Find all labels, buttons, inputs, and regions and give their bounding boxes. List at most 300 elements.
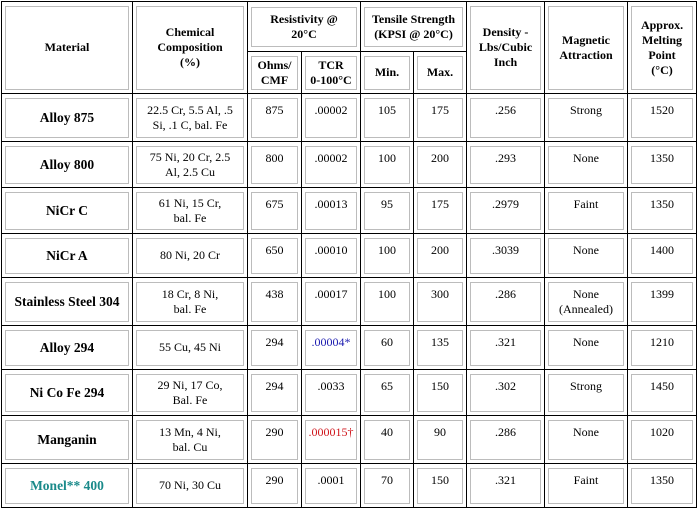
cell-text: 290 (265, 472, 284, 487)
cell-text: Strong (570, 102, 603, 117)
ohms-cmf-cell-content (251, 330, 298, 366)
alloy-properties-table (1, 1, 697, 508)
melting-point-cell (628, 464, 697, 508)
cell-text: 100 (378, 286, 396, 301)
ohms-cmf-cell-content (251, 146, 298, 184)
material-cell-content (5, 374, 129, 412)
tcr-cell-content (305, 146, 357, 184)
header-magnetic-attraction (545, 2, 628, 94)
cell-text: 800 (265, 150, 284, 165)
tensile-max-cell (414, 188, 467, 234)
composition-cell-content (136, 238, 244, 274)
header-min-label: Min. (364, 56, 410, 90)
cell-text: 1350 (650, 472, 675, 487)
cell-text: Manganin (37, 431, 97, 447)
table-row (2, 370, 697, 416)
cell-text: 175 (431, 196, 449, 211)
material-cell (2, 416, 133, 464)
header-line: (°C) (651, 62, 673, 77)
melting-point-cell (628, 234, 697, 278)
cell-text: 22.5 Cr, 5.5 Al, .5 (147, 102, 233, 117)
tcr-cell (302, 416, 361, 464)
tcr-cell (302, 326, 361, 370)
table-row (2, 188, 697, 234)
header-line: Density - (482, 25, 529, 39)
cell-text: .2979 (492, 196, 520, 211)
cell-text: 13 Mn, 4 Ni, (159, 424, 221, 439)
cell-text: 1520 (650, 102, 675, 117)
composition-cell (133, 234, 248, 278)
magnetic-attraction-cell (545, 278, 628, 326)
table-body (2, 94, 697, 508)
tensile-min-cell (361, 278, 414, 326)
tensile-min-cell-content (364, 374, 410, 412)
composition-cell-content (136, 98, 244, 138)
magnetic-attraction-cell-content (548, 374, 624, 412)
cell-text: 135 (431, 334, 449, 349)
density-cell (467, 326, 545, 370)
magnetic-attraction-cell (545, 464, 628, 508)
magnetic-attraction-cell-content (548, 282, 624, 322)
table-row (2, 326, 697, 370)
melting-point-cell (628, 326, 697, 370)
header-ohms-cmf (248, 52, 302, 94)
composition-cell (133, 142, 248, 188)
table-row (2, 142, 697, 188)
cell-text: Bal. Fe (172, 392, 208, 407)
header-resistivity-label (251, 7, 357, 47)
cell-text: 300 (431, 286, 449, 301)
tcr-cell (302, 188, 361, 234)
tensile-min-cell (361, 370, 414, 416)
table-row (2, 234, 697, 278)
cell-text: 150 (431, 472, 449, 487)
ohms-cmf-cell-content (251, 192, 298, 230)
composition-cell-content (136, 282, 244, 322)
cell-text: 95 (381, 196, 393, 211)
tcr-cell (302, 94, 361, 142)
tensile-max-cell-content (417, 192, 463, 230)
header-line: (KPSI @ 20°C) (374, 26, 453, 41)
cell-text: 61 Ni, 15 Cr, (158, 195, 222, 210)
cell-text: 40 (381, 424, 393, 439)
tcr-cell-content (305, 98, 357, 138)
tcr-cell-content (305, 330, 357, 366)
composition-cell (133, 416, 248, 464)
cell-text: Alloy 294 (39, 339, 95, 355)
tensile-min-cell-content (364, 192, 410, 230)
ohms-cmf-cell-content (251, 282, 298, 322)
melting-point-cell-content (631, 238, 693, 274)
magnetic-attraction-cell (545, 416, 628, 464)
cell-text: Stainless Steel 304 (14, 293, 120, 309)
header-line: Chemical (165, 25, 215, 39)
tensile-max-cell-content (417, 420, 463, 460)
tensile-max-cell (414, 464, 467, 508)
header-line: Tensile Strength (372, 11, 456, 26)
melting-point-cell (628, 370, 697, 416)
composition-cell-content (136, 330, 244, 366)
cell-text: Strong (570, 378, 603, 393)
cell-text: 294 (265, 378, 284, 393)
composition-cell-content (136, 468, 244, 504)
cell-text: Alloy 800 (39, 156, 95, 172)
magnetic-attraction-cell-content (548, 192, 624, 230)
cell-text: Alloy 875 (39, 109, 95, 125)
material-cell-content (5, 146, 129, 184)
cell-text: (Annealed) (559, 301, 613, 316)
cell-text: .286 (495, 424, 517, 439)
tcr-cell (302, 464, 361, 508)
magnetic-attraction-cell (545, 326, 628, 370)
density-cell (467, 142, 545, 188)
melting-point-cell-content (631, 374, 693, 412)
cell-text: .321 (495, 334, 517, 349)
tensile-min-cell (361, 188, 414, 234)
cell-text: 175 (431, 102, 449, 117)
cell-text: 150 (431, 378, 449, 393)
header-line: Attraction (559, 47, 613, 62)
tensile-max-cell-content (417, 374, 463, 412)
cell-text: 1020 (650, 424, 675, 439)
cell-text: 875 (265, 102, 284, 117)
header-line: 20°C (291, 26, 317, 41)
magnetic-attraction-cell-content (548, 420, 624, 460)
cell-text: 80 Ni, 20 Cr (160, 248, 220, 262)
ohms-cmf-cell (248, 94, 302, 142)
composition-cell-content (136, 146, 244, 184)
magnetic-attraction-cell (545, 370, 628, 416)
material-cell-content (5, 330, 129, 366)
header-resistivity (248, 2, 361, 52)
cell-text: 65 (381, 378, 393, 393)
cell-text: Monel** 400 (30, 477, 104, 493)
header-line: Point (648, 47, 676, 62)
composition-cell (133, 278, 248, 326)
cell-text: 1350 (650, 150, 675, 165)
table-row (2, 278, 697, 326)
header-min (361, 52, 414, 94)
header-tcr-label (305, 56, 357, 90)
ohms-cmf-cell (248, 370, 302, 416)
magnetic-attraction-cell (545, 234, 628, 278)
melting-point-cell-content (631, 146, 693, 184)
ohms-cmf-cell-content (251, 238, 298, 274)
cell-text: bal. Fe (173, 210, 207, 225)
tcr-cell (302, 142, 361, 188)
cell-text: 18 Cr, 8 Ni, (161, 286, 219, 301)
cell-text: 675 (265, 196, 284, 211)
tensile-min-cell (361, 94, 414, 142)
tensile-max-cell-content (417, 282, 463, 322)
tcr-cell (302, 370, 361, 416)
composition-cell (133, 370, 248, 416)
cell-text: Si, .1 C, bal. Fe (152, 117, 228, 132)
material-cell (2, 94, 133, 142)
cell-text: bal. Fe (173, 301, 207, 316)
tcr-cell-content (305, 374, 357, 412)
header-tcr (302, 52, 361, 94)
tensile-min-cell-content (364, 98, 410, 138)
tensile-max-cell-content (417, 98, 463, 138)
tensile-max-cell-content (417, 238, 463, 274)
tensile-min-cell-content (364, 420, 410, 460)
header-line: Melting (642, 32, 683, 47)
cell-text: 60 (381, 334, 393, 349)
tensile-max-cell (414, 326, 467, 370)
cell-text: .00010 (314, 242, 348, 257)
density-cell (467, 278, 545, 326)
tensile-min-cell (361, 234, 414, 278)
cell-text: 294 (265, 334, 284, 349)
ohms-cmf-cell-content (251, 374, 298, 412)
density-cell-content (470, 420, 541, 460)
header-line: Composition (157, 40, 223, 54)
composition-cell-content (136, 192, 244, 230)
cell-text: Ni Co Fe 294 (29, 384, 105, 400)
tensile-max-cell (414, 94, 467, 142)
cell-text: Al, 2.5 Cu (164, 164, 215, 179)
cell-text: 650 (265, 242, 284, 257)
tensile-max-cell-content (417, 468, 463, 504)
cell-text: .3039 (492, 242, 520, 257)
cell-text: NiCr C (45, 202, 89, 218)
magnetic-attraction-cell-content (548, 146, 624, 184)
density-cell (467, 416, 545, 464)
header-melting-point (628, 2, 697, 94)
density-cell-content (470, 192, 541, 230)
melting-point-cell (628, 142, 697, 188)
density-cell (467, 464, 545, 508)
magnetic-attraction-cell-content (548, 238, 624, 274)
material-cell-content (5, 98, 129, 138)
material-cell-content (5, 192, 129, 230)
melting-point-cell-content (631, 282, 693, 322)
magnetic-attraction-cell-content (548, 468, 624, 504)
header-line: TCR (318, 57, 344, 72)
cell-text: None (573, 242, 600, 257)
material-cell-content (5, 468, 129, 504)
cell-text: 1399 (650, 286, 675, 301)
header-line: Lbs/Cubic (478, 40, 533, 54)
tensile-min-cell-content (364, 468, 410, 504)
cell-text: 55 Cu, 45 Ni (158, 340, 221, 354)
composition-cell (133, 464, 248, 508)
ohms-cmf-cell-content (251, 98, 298, 138)
cell-text: 70 (381, 472, 393, 487)
cell-text: .256 (495, 102, 517, 117)
material-cell (2, 370, 133, 416)
tensile-min-cell-content (364, 330, 410, 366)
header-line: Magnetic (562, 32, 610, 47)
cell-text: 90 (434, 424, 446, 439)
header-max (414, 52, 467, 94)
header-line: Inch (493, 55, 518, 69)
cell-text: 100 (378, 150, 396, 165)
header-magnetic-attraction-label (548, 6, 624, 90)
cell-text: None (573, 286, 600, 301)
header-line: (%) (180, 55, 200, 69)
header-line: 0-100°C (310, 72, 352, 87)
table-row (2, 94, 697, 142)
cell-text: .0001 (317, 472, 345, 487)
header-chemical-composition-label (136, 6, 244, 90)
cell-text: .000015† (308, 424, 354, 439)
density-cell-content (470, 468, 541, 504)
density-cell-content (470, 282, 541, 322)
tcr-cell (302, 234, 361, 278)
ohms-cmf-cell (248, 416, 302, 464)
ohms-cmf-cell (248, 464, 302, 508)
magnetic-attraction-cell-content (548, 98, 624, 138)
tensile-min-cell-content (364, 238, 410, 274)
cell-text: Faint (573, 196, 599, 211)
cell-text: 290 (265, 424, 284, 439)
material-cell (2, 464, 133, 508)
header-melting-point-label (631, 6, 693, 90)
tcr-cell-content (305, 420, 357, 460)
header-tensile-strength-label (364, 7, 463, 47)
magnetic-attraction-cell (545, 188, 628, 234)
melting-point-cell-content (631, 98, 693, 138)
cell-text: 100 (378, 242, 396, 257)
cell-text: .293 (495, 150, 517, 165)
cell-text: 200 (431, 150, 449, 165)
ohms-cmf-cell-content (251, 420, 298, 460)
ohms-cmf-cell-content (251, 468, 298, 504)
material-cell (2, 278, 133, 326)
cell-text: 438 (265, 286, 284, 301)
magnetic-attraction-cell (545, 94, 628, 142)
density-cell-content (470, 330, 541, 366)
cell-text: .00004* (311, 334, 351, 349)
cell-text: 75 Ni, 20 Cr, 2.5 (149, 149, 231, 164)
cell-text: .0033 (317, 378, 345, 393)
cell-text: .286 (495, 286, 517, 301)
cell-text: 70 Ni, 30 Cu (158, 478, 221, 492)
material-cell-content (5, 282, 129, 322)
header-line: Approx. (640, 17, 684, 32)
magnetic-attraction-cell-content (548, 330, 624, 366)
ohms-cmf-cell (248, 234, 302, 278)
tcr-cell-content (305, 192, 357, 230)
header-material-label: Material (5, 6, 129, 90)
tensile-max-cell-content (417, 146, 463, 184)
tensile-max-cell (414, 142, 467, 188)
cell-text: .00002 (314, 102, 348, 117)
tensile-max-cell (414, 234, 467, 278)
header-ohms-cmf-label (251, 56, 298, 90)
cell-text: 200 (431, 242, 449, 257)
melting-point-cell (628, 188, 697, 234)
density-cell-content (470, 374, 541, 412)
material-cell-content (5, 420, 129, 460)
composition-cell (133, 188, 248, 234)
tensile-min-cell (361, 326, 414, 370)
tcr-cell-content (305, 282, 357, 322)
header-line: CMF (260, 72, 289, 87)
density-cell (467, 370, 545, 416)
cell-text: 1450 (650, 378, 675, 393)
material-cell (2, 234, 133, 278)
header-max-label: Max. (417, 56, 463, 90)
tensile-max-cell (414, 278, 467, 326)
melting-point-cell-content (631, 468, 693, 504)
ohms-cmf-cell (248, 142, 302, 188)
melting-point-cell-content (631, 330, 693, 366)
material-cell-content (5, 238, 129, 274)
material-cell (2, 326, 133, 370)
cell-text: .00002 (314, 150, 348, 165)
material-cell (2, 188, 133, 234)
melting-point-cell (628, 416, 697, 464)
ohms-cmf-cell (248, 278, 302, 326)
tcr-cell-content (305, 238, 357, 274)
tensile-min-cell (361, 464, 414, 508)
cell-text: .00017 (314, 286, 348, 301)
cell-text: Faint (573, 472, 599, 487)
table-row (2, 464, 697, 508)
magnetic-attraction-cell (545, 142, 628, 188)
tensile-max-cell (414, 416, 467, 464)
melting-point-cell-content (631, 192, 693, 230)
ohms-cmf-cell (248, 188, 302, 234)
header-chemical-composition (133, 2, 248, 94)
tensile-max-cell (414, 370, 467, 416)
tcr-cell (302, 278, 361, 326)
header-tensile-strength (361, 2, 467, 52)
composition-cell-content (136, 374, 244, 412)
material-cell (2, 142, 133, 188)
composition-cell-content (136, 420, 244, 460)
tensile-max-cell-content (417, 330, 463, 366)
cell-text: 29 Ni, 17 Co, (157, 377, 223, 392)
tensile-min-cell-content (364, 146, 410, 184)
melting-point-cell (628, 94, 697, 142)
cell-text: None (573, 150, 600, 165)
cell-text: .302 (495, 378, 517, 393)
density-cell-content (470, 146, 541, 184)
header-line: Ohms/ (257, 57, 292, 72)
cell-text: None (573, 334, 600, 349)
header-material (2, 2, 133, 94)
melting-point-cell (628, 278, 697, 326)
density-cell (467, 94, 545, 142)
cell-text: 1350 (650, 196, 675, 211)
cell-text: 1400 (650, 242, 675, 257)
cell-text: NiCr A (46, 247, 88, 263)
cell-text: .00013 (314, 196, 348, 211)
density-cell (467, 234, 545, 278)
ohms-cmf-cell (248, 326, 302, 370)
header-density (467, 2, 545, 94)
table-row (2, 416, 697, 464)
tcr-cell-content (305, 468, 357, 504)
cell-text: None (573, 424, 600, 439)
density-cell (467, 188, 545, 234)
density-cell-content (470, 98, 541, 138)
cell-text: 105 (378, 102, 396, 117)
cell-text: 1210 (650, 334, 675, 349)
header-density-label (470, 6, 541, 90)
composition-cell (133, 94, 248, 142)
melting-point-cell-content (631, 420, 693, 460)
header-line: Resistivity @ (270, 11, 338, 26)
tensile-min-cell-content (364, 282, 410, 322)
composition-cell (133, 326, 248, 370)
tensile-min-cell (361, 142, 414, 188)
density-cell-content (470, 238, 541, 274)
